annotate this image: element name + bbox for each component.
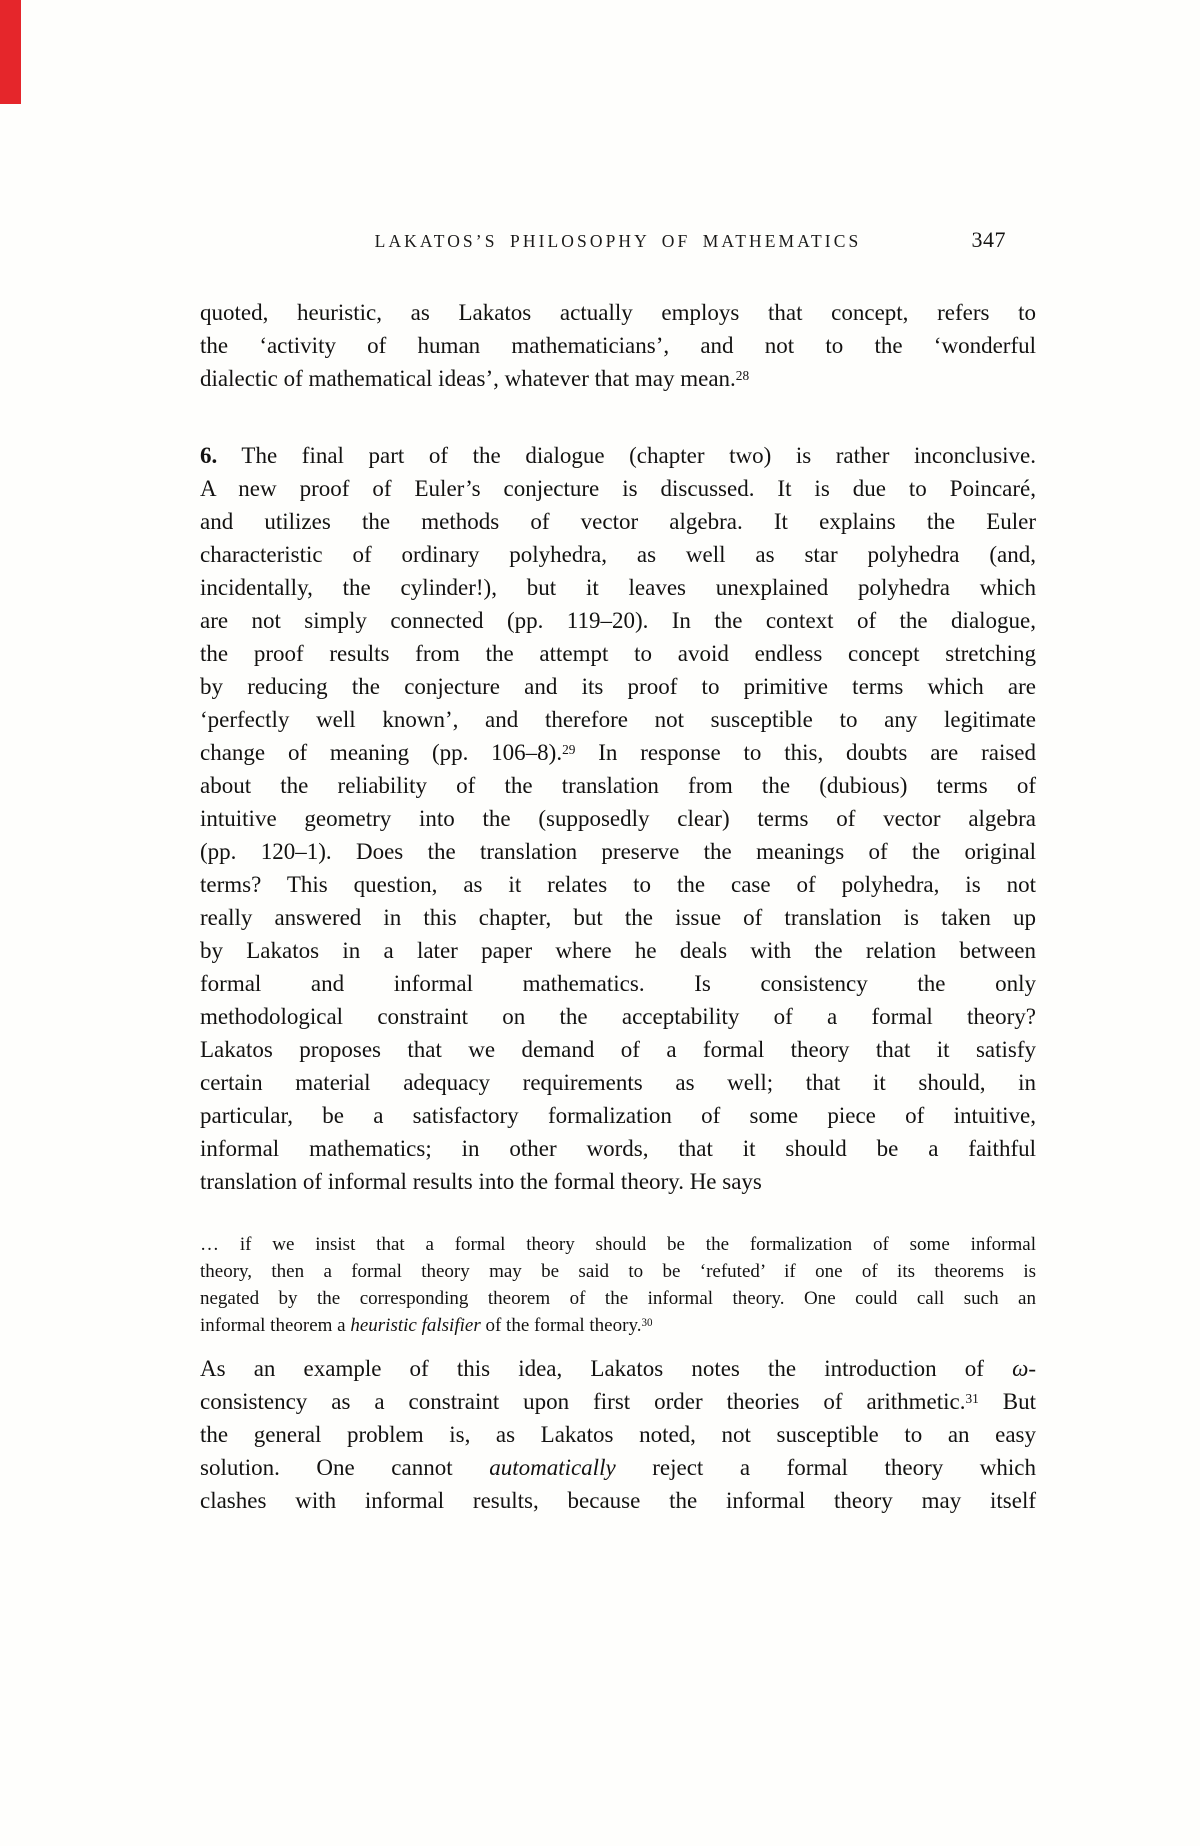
text-line: (pp. 120–1). Does the translation preserve the meanings of the original [200,839,1036,864]
text-line: the proof results from the attempt to avoid endless concept stretching [200,641,1036,666]
article-body [200,296,1036,1517]
text-line: consistency as a constraint upon first order theories of arithmetic.$^{31}$ But [200,1389,1036,1414]
text-line: really answered in this chapter, but the issue of translation is taken up [200,905,1036,930]
text-line: formal and informal mathematics. Is consistency the only [200,971,1036,996]
text-line: negated by the corresponding theorem of the informal theory. One could call such an [200,1288,1036,1309]
text-line: the ‘activity of human mathematicians’, and not to the ‘wonderful [200,333,1036,358]
paragraph [200,439,1036,1198]
text-line: informal mathematics; in other words, that it should be a faithful [200,1136,1036,1161]
text-line: about the reliability of the translation from the (dubious) terms of [200,773,1036,798]
text-line: methodological constraint on the acceptability of a formal theory? [200,1004,1036,1029]
running-header-title: LAKATOS’S PHILOSOPHY OF MATHEMATICS [374,231,862,251]
text-line: incidentally, the cylinder!), but it leaves unexplained polyhedra which [200,575,1036,600]
text-line: certain material adequacy requirements as well; that it should, in [200,1070,1036,1095]
text-line: by Lakatos in a later paper where he deals with the relation between [200,938,1036,963]
text-line: and utilizes the methods of vector algebra. It explains the Euler [200,509,1036,534]
text-line: translation of informal results into the formal theory. He says [200,1169,762,1194]
footnote-ref: 28 [735,368,750,383]
text-line: 6. The final part of the dialogue (chapter two) is rather inconclusive. [200,443,1036,468]
text-line: informal theorem a heuristic falsifier of the formal theory.$^{30}$ [200,1315,653,1336]
text-line: dialectic of mathematical ideas’, whatever that may mean.$^{28}$ [200,366,750,391]
block-quote [200,1231,1036,1339]
text-line: by reducing the conjecture and its proof to primitive terms which are [200,674,1036,699]
paragraph [200,296,1036,395]
text-line: the general problem is, as Lakatos noted, not susceptible to an easy [200,1422,1036,1447]
text-line: clashes with informal results, because the informal theory may itself [200,1488,1036,1513]
page-number: 347 [971,227,1006,252]
text-line: quoted, heuristic, as Lakatos actually employs that concept, refers to [200,300,1036,325]
scan-artifact-red-strip [0,0,21,104]
text-line: terms? This question, as it relates to the case of polyhedra, is not [200,872,1036,897]
text-line: intuitive geometry into the (supposedly clear) terms of vector algebra [200,806,1036,831]
footnote-ref: 30 [641,1317,653,1330]
running-header [200,227,1036,259]
text-line: are not simply connected (pp. 119–20). In the context of the dialogue, [200,608,1036,633]
text-line: characteristic of ordinary polyhedra, as well as star polyhedra (and, [200,542,1036,567]
text-line: As an example of this idea, Lakatos notes the introduction of ω- [200,1356,1036,1381]
paragraph [200,1352,1036,1517]
text-line: … if we insist that a formal theory should be the formalization of some informal [200,1234,1036,1255]
footnote-ref: 29 [562,742,576,757]
text-line: particular, be a satisfactory formalization of some piece of intuitive, [200,1103,1036,1128]
text-line: A new proof of Euler’s conjecture is discussed. It is due to Poincaré, [200,476,1036,501]
text-line: ‘perfectly well known’, and therefore not susceptible to any legitimate [200,707,1036,732]
footnote-ref: 31 [965,1391,979,1406]
text-line: theory, then a formal theory may be said to be ‘refuted’ if one of its theorems is [200,1261,1036,1282]
text-line: solution. One cannot automatically reject a formal theory which [200,1455,1037,1480]
text-line: change of meaning (pp. 106–8).$^{29}$ In response to this, doubts are raised [200,740,1037,765]
text-line: Lakatos proposes that we demand of a formal theory that it satisfy [200,1037,1036,1062]
